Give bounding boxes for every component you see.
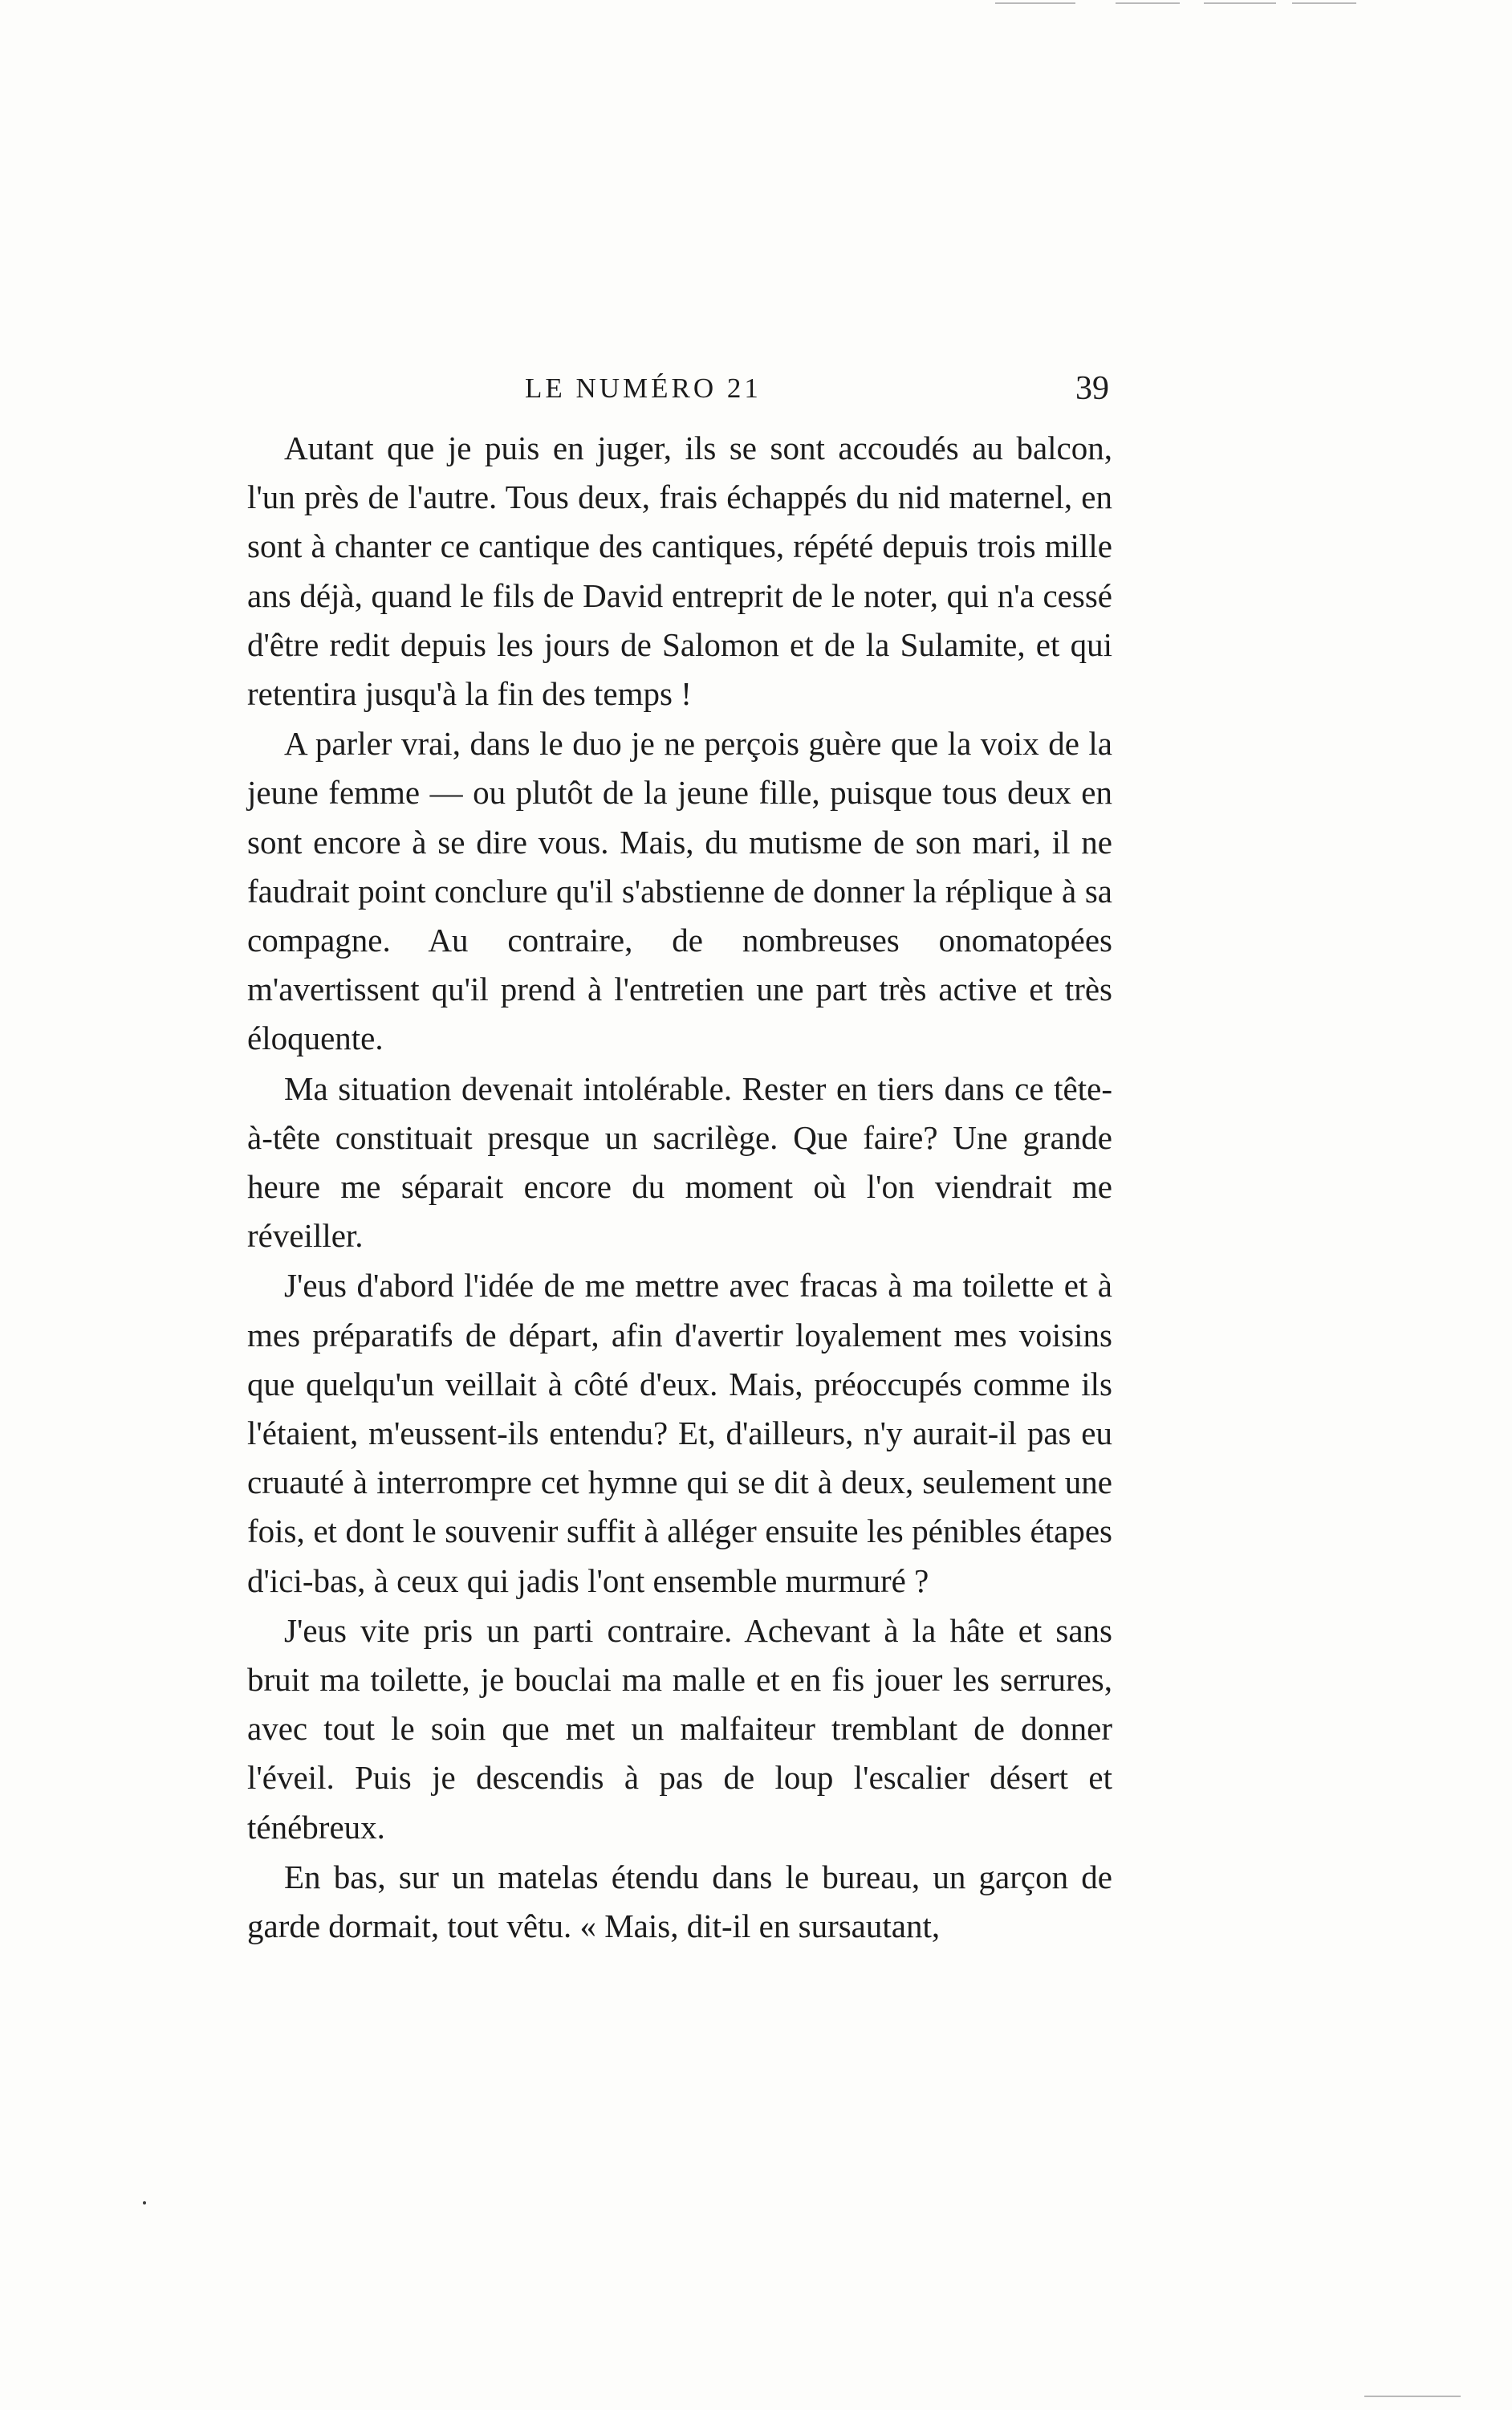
paragraph: Ma situation devenait intolérable. Rester en tiers dans ce tête-à-tête constituait presque un sacrilège. Que faire? Une grande heure me séparait encore du moment où l'on viendrait me réveiller. <box>247 1069 1112 1255</box>
scan-edge-mark-bottom <box>1364 2396 1461 2397</box>
paragraph: Autant que je puis en juger, ils se sont accoudés au balcon, l'un près de l'autre. Tous deux, frais échappés du nid maternel, en sont à chanter ce cantique des cantiques, répété depuis trois mille ans déjà, quand le fils de David entreprit de le noter, qui n'a cessé d'être redit depuis les jours de Salomon et de la Sulamite, et qui retentira jusqu'à la fin des temps ! <box>247 429 1112 713</box>
page-number: 39 <box>1075 370 1109 407</box>
paragraph: A parler vrai, dans le duo je ne perçois guère que la voix de la jeune femme — ou plutôt de la jeune fille, puisque tous deux en sont encore à se dire vous. Mais, du mutisme de son mari, il ne faudrait point conclure qu'il s'abstienne de donner la réplique à sa compagne. Au contraire, de nombreuses onomatopées m'avertissent qu'il prend à l'entretien une part très active et très éloquente. <box>247 725 1112 1057</box>
page-header <box>247 363 1112 419</box>
scan-speck <box>143 2201 146 2204</box>
scan-edge-mark-top-2 <box>1116 2 1180 4</box>
paragraph: J'eus d'abord l'idée de me mettre avec fracas à ma toilette et à mes préparatifs de départ, afin d'avertir loyalement mes voisins que quelqu'un veillait à côté d'eux. Mais, préoccupés comme ils l'étaient, m'eussent-ils entendu? Et, d'ailleurs, n'y aurait-il pas eu cruauté à interrompre cet hymne qui se dit à deux, seulement une fois, et dont le souvenir suffit à alléger ensuite les pénibles étapes d'ici-bas, à ceux qui jadis l'ont ensemble murmuré ? <box>247 1267 1112 1599</box>
scan-edge-mark-top-3 <box>1204 2 1276 4</box>
paragraph: En bas, sur un matelas étendu dans le bureau, un garçon de garde dormait, tout vêtu. « Mais, dit-il en sursautant, <box>247 1858 1112 1945</box>
scan-edge-mark-top-1 <box>995 2 1075 4</box>
body-text <box>247 424 1112 1952</box>
running-title: LE NUMÉRO 21 <box>525 372 762 404</box>
scan-edge-mark-top-4 <box>1292 2 1356 4</box>
paragraph: J'eus vite pris un parti contraire. Achevant à la hâte et sans bruit ma toilette, je bouclai ma malle et en fis jouer les serrures, avec tout le soin que met un malfaiteur tremblant de donner l'éveil. Puis je descendis à pas de loup l'escalier désert et ténébreux. <box>247 1611 1112 1846</box>
